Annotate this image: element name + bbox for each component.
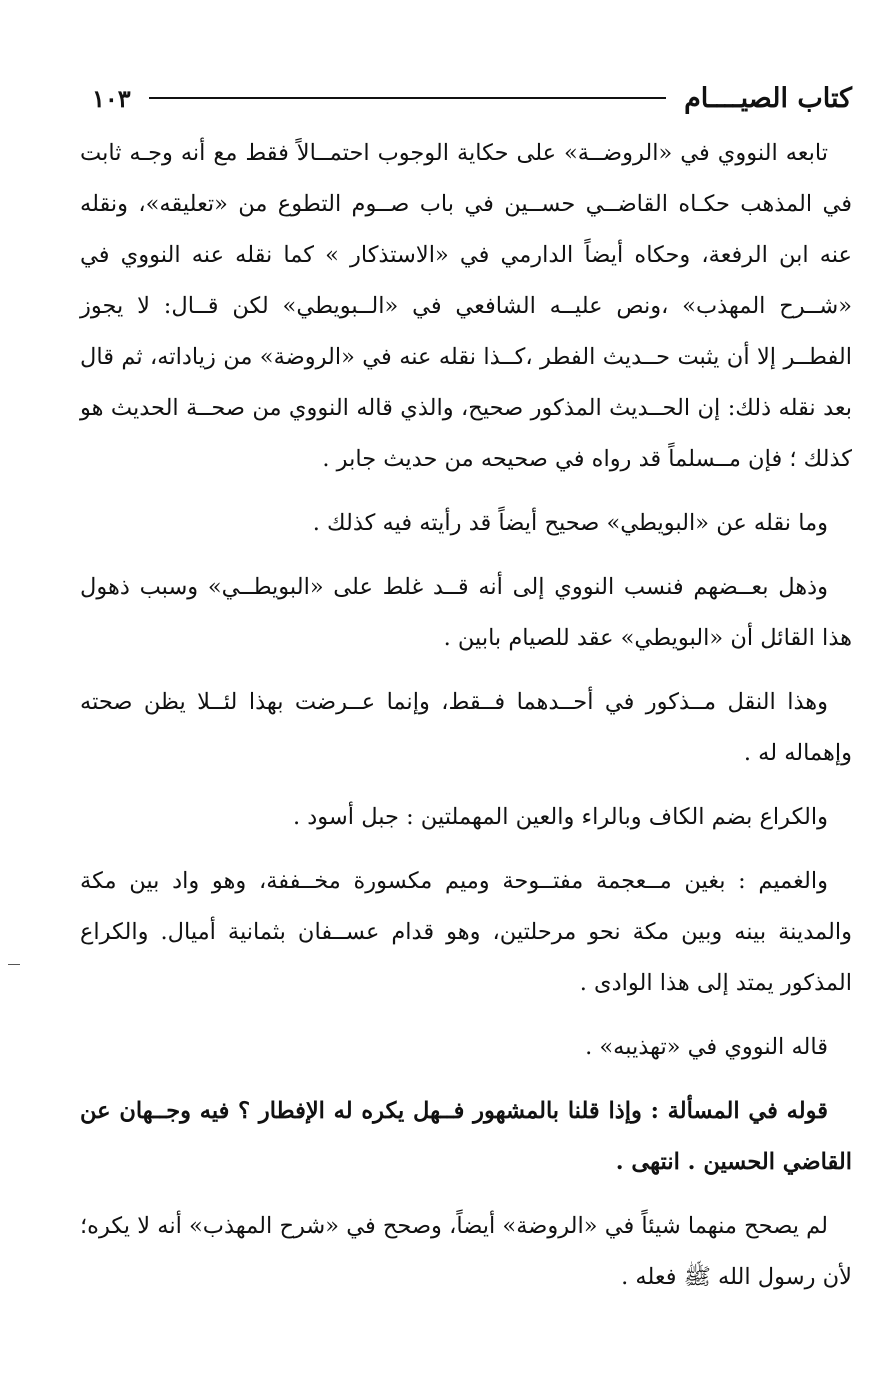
paragraph-7: قاله النووي في «تهذيبه» . (585, 1034, 828, 1060)
page-body (80, 128, 852, 1316)
paragraph-2: وما نقله عن «البويطي» صحيح أيضاً قد رأيته فيه كذلك . (312, 510, 828, 536)
paragraph-9: لم يصحح منهما شيئاً في «الروضة» أيضاً، وصحح في «شرح المهذب» أنه لا يكره؛ لأن رسول الله ﷺ فعله . (80, 1213, 852, 1290)
paragraph-3: وذهل بعــضهم فنسب النووي إلى أنه قــد غلط على «البويطــي» وسبب ذهول هذا القائل أن «البويطي» عقد للصيام بابين . (80, 574, 852, 651)
paragraph-6: والغميم : بغين مــعجمة مفتــوحة وميم مكسورة مخــففة، وهو واد بين مكة والمدينة بينه وبين مكة نحو مرحلتين، وهو قدام عســفان بثمانية أميال. والكراع المذكور يمتد إلى هذا الوادى . (80, 868, 852, 996)
paragraph-4: وهذا النقل مــذكور في أحــدهما فــقط، وإنما عــرضت بهذا لئــلا يظن صحته وإهماله له . (80, 689, 852, 766)
header-rule (149, 97, 666, 99)
page-number: ١٠٣ (92, 83, 131, 113)
page-header (92, 78, 852, 118)
paragraph-5: والكراع بضم الكاف وبالراء والعين المهملتين : جبل أسود . (292, 804, 828, 830)
paragraph-8-quoted-question: قوله في المسألة : وإذا قلنا بالمشهور فــهل يكره له الإفطار ؟ فيه وجــهان عن القاضي الحسين . انتهى . (80, 1098, 852, 1175)
margin-mark (8, 964, 20, 965)
paragraph-1: تابعه النووي في «الروضــة» على حكاية الوجوب احتمــالاً فقط مع أنه وجـه ثابت في المذهب حكـاه القاضــي حســين في باب صــوم التطوع من «تعليقه»، ونقله عنه ابن الرفعة، وحكاه أيضاً الدارمي في «الاستذكار » كما نقله عنه النووي في «شــرح المهذب» ،ونص عليــه الشافعي في «الــبويطي» لكن قــال: لا يجوز الفطــر إلا أن يثبت حــديث الفطر ،كــذا نقله عنه في «الروضة» من زياداته، ثم قال بعد نقله ذلك: إن الحــديث المذكور صحيح، والذي قاله النووي من صحــة الحديث هو كذلك ؛ فإن مــسلماً قد رواه في صحيحه من حديث جابر . (80, 140, 852, 472)
running-title: كتاب الصيــــام (684, 82, 852, 114)
